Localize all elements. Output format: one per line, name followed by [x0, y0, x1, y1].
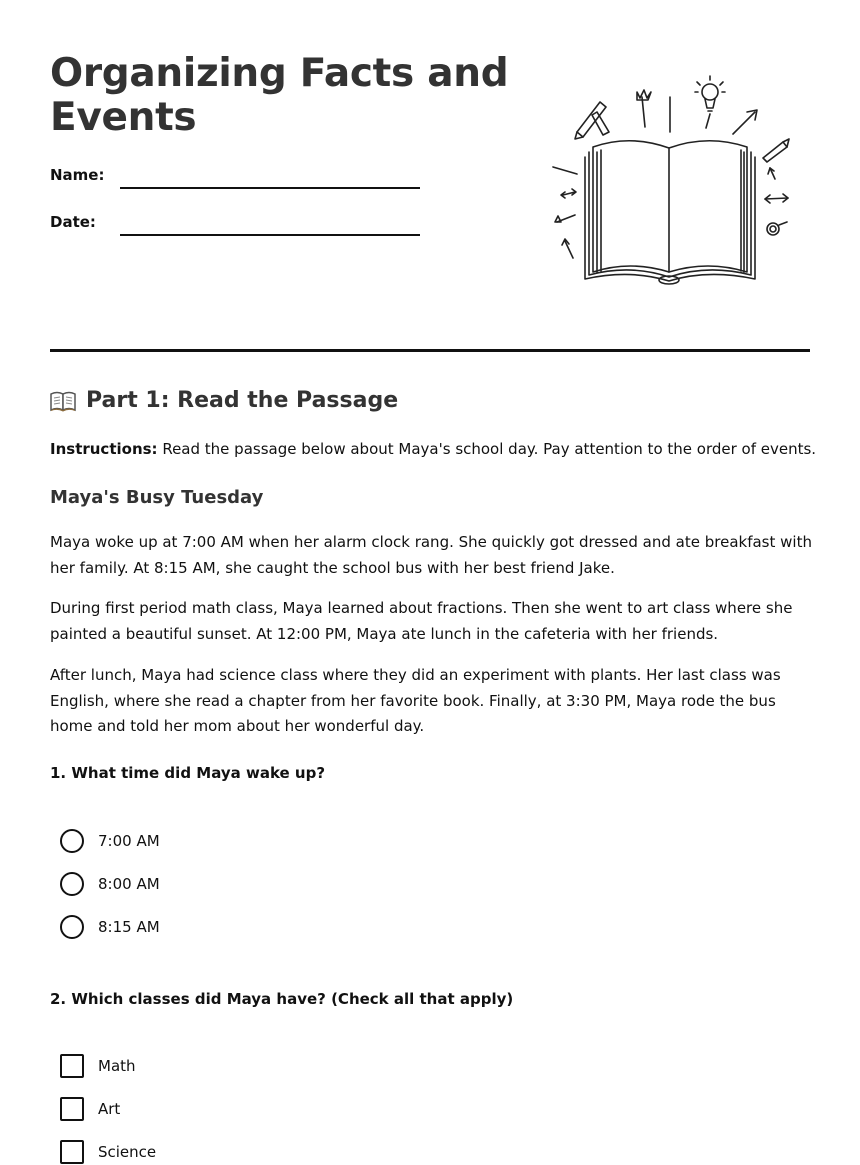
story-title: Maya's Busy Tuesday: [50, 487, 264, 508]
instructions: [50, 440, 816, 458]
passage-paragraph: During first period math class, Maya learned about fractions. Then she went to art class where she painted a beautiful sunset. At 12:00 PM, Maya ate lunch in the cafeteria with her friends.: [50, 599, 793, 643]
option-label: Math: [98, 1057, 136, 1075]
option-label: 8:00 AM: [98, 875, 160, 893]
worksheet-title: [50, 52, 508, 140]
section-heading-text: Part 1: Read the Passage: [86, 388, 399, 413]
passage-paragraph: Maya woke up at 7:00 AM when her alarm clock rang. She quickly got dressed and ate breakfast with her family. At 8:15 AM, she caught the school bus with her best friend Jake.: [50, 533, 812, 577]
question-1: 1. What time did Maya wake up?: [50, 764, 326, 782]
option-label: Science: [98, 1143, 157, 1161]
name-field[interactable]: [120, 187, 420, 189]
answer-option[interactable]: [60, 1139, 156, 1165]
name-label: Name:: [50, 166, 105, 184]
option-label: 8:15 AM: [98, 918, 160, 936]
answer-option[interactable]: [60, 828, 160, 854]
instructions-text: Read the passage below about Maya's school day. Pay attention to the order of events.: [157, 440, 817, 458]
instructions-label: Instructions:: [50, 440, 158, 458]
date-field[interactable]: [120, 234, 420, 236]
title-line-2: Events: [50, 95, 197, 140]
open-book-illustration-icon: [545, 72, 800, 290]
answer-option[interactable]: [60, 871, 160, 897]
open-book-icon: [50, 390, 76, 412]
checkbox[interactable]: [60, 1054, 84, 1078]
answer-option[interactable]: [60, 1053, 136, 1079]
radio-button[interactable]: [60, 872, 84, 896]
section-divider: [50, 349, 810, 352]
checkbox[interactable]: [60, 1097, 84, 1121]
radio-button[interactable]: [60, 829, 84, 853]
section-heading: [50, 388, 398, 413]
passage-paragraph: After lunch, Maya had science class where they did an experiment with plants. Her last class was English, where she read a chapter from her favorite book. Finally, at 3:30 PM, Maya rode the bus home and told her mom about her wonderful day.: [50, 666, 781, 735]
radio-button[interactable]: [60, 915, 84, 939]
title-line-1: Organizing Facts and: [50, 51, 509, 96]
question-2: 2. Which classes did Maya have? (Check all that apply): [50, 990, 514, 1008]
date-label: Date:: [50, 213, 96, 231]
answer-option[interactable]: [60, 914, 160, 940]
checkbox[interactable]: [60, 1140, 84, 1164]
option-label: Art: [98, 1100, 121, 1118]
answer-option[interactable]: [60, 1096, 120, 1122]
option-label: 7:00 AM: [98, 832, 160, 850]
